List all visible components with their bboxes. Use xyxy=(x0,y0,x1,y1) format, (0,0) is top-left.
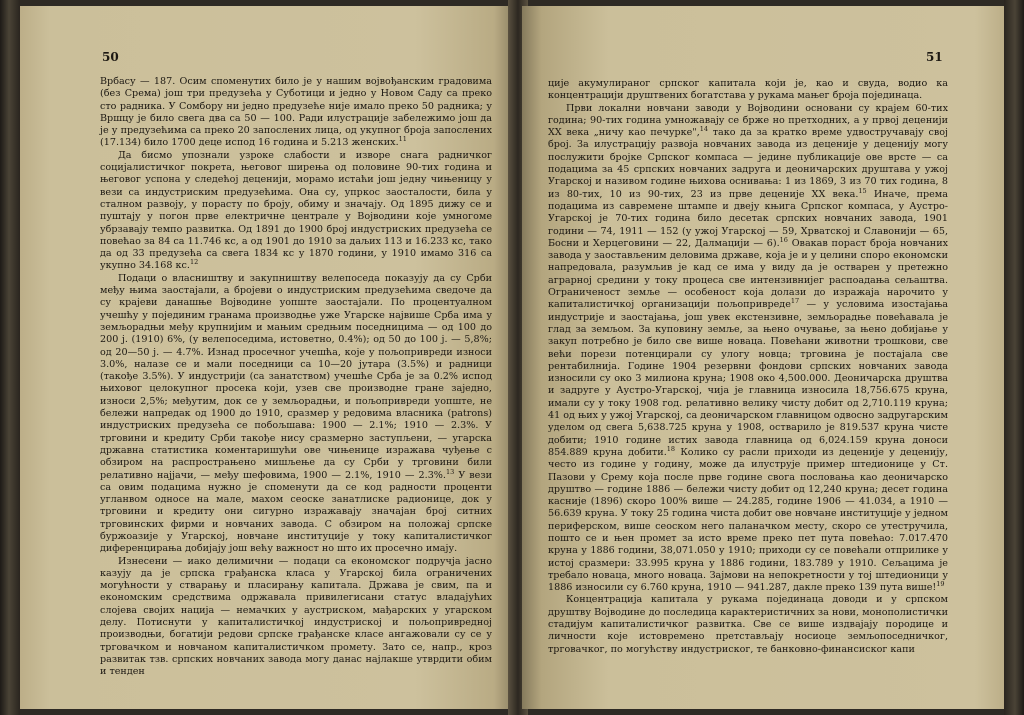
left-page-body xyxy=(100,76,492,679)
footnote-ref: 19 xyxy=(936,579,945,588)
paragraph: Изнесени — иако делимични — подаци са економског подручја јасно казују да је српска грађанска класа у Угарској била ограничених могућности у стварању и пласирању капитала. Држава је свим, па и економским средствима одржавала привилегисани статус владајућих слојева својих нација — немачких у аустриском, мађарских у угарском делу. Потиснути у капиталистичкој индустриској и пољопривредној производњи, богатији редови српске грађанске класе ангажовали су се у трговачком и новчаном капиталистичком промету. Зато се, напр., кроз развитак тзв. српских новчаних завода могу данас најлакше утврдити обим и тенден xyxy=(100,555,492,678)
left-page-number: 50 xyxy=(102,50,119,64)
footnote-ref: 17 xyxy=(790,297,800,306)
footnote-ref: 18 xyxy=(666,444,676,453)
right-page xyxy=(522,6,1004,709)
paragraph: Подаци о власништву и закупништву велепоседа показују да су Срби међу њима заостајали, а бројеви о индустриским предузећима сведоче да су крајеви данашње Војводине уопште заостајали. По процентуалном учешћу у појединим гранама производње уже Угарске највише Срба има у земљорадњи међу крупнијим и мањим средњим поседницима — од 100 до 200 ј. (1910) 6%, (у велепоседима, истоветно, 0.4%); од 50 до 100 ј. — 5,8%; од 20—50 ј. — 4.7%. Изнад просечног учешћа, које у пољопривреди износи 3.0%, налазе се и мали поседници са 10—20 јутара (3.5%) и радници (такође 3.5%). У индустрији (са занатством) учешће Срба је за 0.2% испод њиховог целокупног просека који, узев све производне гране заједно, износи 2,5%; међутим, док се у земљорадњи, и пољопривреди уопште, не бележи напредак од 1900 до 1910, сразмер у редовима власника (patrons) индустриских предузећа се побољшава: 1900 — 2.1%; 1910 — 2.3%. У трговини и кредиту Срби такође нису сразмерно заступљени, — угарска државна статистика коментаришући ове чињенице изражава чуђење с обзиром на распрострањено мишљење да су Срби у трговини били релативно најјачи, — међу шефовима, 1900 — 2.1%, 1910 — 2.3%.$^{13}$ У вези са овим подацима нужно је споменути да се код радности проценти угланвом односе на мале, махом сеоске занатлиске радионице, док у трговини и кредиту они сигурно изражавају значајан број ситних трговинских фирми и новчаних завода. С обзиром на положај српске буржоазије у Угарској, новчане институције у току капиталистичког диференцирања добијају још већу важност но што их просечно имају. xyxy=(100,272,492,555)
book-edge-right xyxy=(1004,0,1024,715)
book-edge-left xyxy=(0,0,20,715)
right-page-number: 51 xyxy=(926,50,943,64)
footnote-ref: 15 xyxy=(858,186,867,195)
paragraph: Први локални новчани заводи у Војводини основани су крајем 60-тих година; 90-тих година умножавају се брже но претходних, а у првој деценији XX века „ничу као печурке",$^{14}$ тако да за кратко време удвостручавају свој број. За илустрацију развоја новчаних завода из деценије у деценију могу послужити бројке Српског компаса — једине публикације ове врсте — са подацима за 45 српских новчаних задруга и деоничарских друштава у ужој Угарској и називом године њихова оснивања: 1 из 1869, 3 из 70 тих година, 8 из 80-тих, 10 из 90-тих, 23 из прве деценије XX века.$^{15}$ Иначе, према подацима из савремене штампе и двеју књига Српског компаса, у Аустро-Угарској је 70-тих година било десетак српских новчаних завода, 1901 години — 74, 1911 — 152 (у ужој Угарској — 59, Хрватској и Славонији — 65, Босни и Херцеговини — 22, Далмацији — 6).$^{16}$ Овакав пораст броја новчаних завода у заостављеним деловима државе, која је и у целини споро економски напредовала, разумљив је кад се има у виду да је остварен у претежно аграрној средини у току процеса све интензивнијег распоадања сељаштва. Ограниченост земље — особеност која долази до изражаја нарочито у капиталистичкој организацији пољопривреде$^{17}$ — у условима изостајања индустрије и заостајања, још увек екстензивне, земљорадње повећавала је глад за земљом. За куповину земље, за њено очување, за њено добијање у закуп потребно је било све више новаца. Повећани животни трошкови, све већи порези потенцирали су улогу новца; трговина је постајала све рентабилнија. Године 1904 резервни фондови српских новчаних завода износили су око 3 милиона круна; 1908 око 4,500.000. Деоничарска друштва и задруге у Аустро-Угарској, чија је главница износила 18,756.675 круна, имали су у току 1908 год. релативно велику чисту добит од 2,710.119 круна; 41 од њих у ужој Угарској, са деоничарском главницом одвосно задругарским уделом од свега 5,638.725 круна у 1908, остварило је 819.537 круна чисте добити; 1910 године истих завода главница од 6,024.159 круна доноси 854.889 круна добити.$^{18}$ Колико су расли приходи из деценије у деценију, често из године у годину, може да илуструје пример штедионице у Ст. Пазови у Срему која после прве године свога пословања као деоничарско друштво — године 1886 — бележи чисту добит од 12,240 круна; десет година касније (1896) скоро 100% више — 24.285, године 1906 — 41.034, а 1910 — 56.639 круна. У току 25 година чиста добит ове новчане институције у једном периферском, више сеоском него паланачком месту, скоро се утестручила, пошто се и њен промет за исто време преко пет пута повећао: 7.017.470 круна у 1886 години, 38,071.050 у 1910; приходи су се повећали отприлике у истој сразмери: 33.995 круна у 1886 години, 183.789 у 1910. Сељацима је требало новаца, много новаца. Зајмови на непокретности у тој штедионици у 1886 износили су 6.760 круна, 1910 — 941.287, дакле преко 139 пута више!$^{19}$ xyxy=(548,102,948,594)
footnote-ref: 13 xyxy=(445,467,455,476)
footnote-ref: 14 xyxy=(699,125,709,133)
footnote-ref: 12 xyxy=(189,258,199,267)
paragraph: ције акумулираног српског капитала који је, као и свуда, водио ка концентрацији друштвених богатстава у рукама мањег броја појединаца. xyxy=(548,78,948,102)
footnote-ref: 16 xyxy=(779,235,788,244)
right-page-body xyxy=(548,78,948,656)
paragraph: Концентрација капитала у рукама појединаца доводи и у српском друштву Војводине до последица карактеристичних за нови, монополистички стадијум капиталистичког развитка. Све се више издвајају породице и личности које истовремено претстављају носиоце земљопоседничког, трговачког, по могућству индустриског, те банковно-финансиског капи xyxy=(548,594,948,655)
left-page xyxy=(20,6,514,709)
paragraph: Врбасу — 187. Осим споменутих било је у нашим војвођанским градовима (без Срема) још три предузећа у Суботици и једно у Новом Саду са преко сто радника. У Сомбору ни једно предузеће није имало преко 50 радника; у Вршцу је било свега два са 50 — 100. Ради илустрације забележимо још да је у предузећима са преко 20 запослених лица, од укупног броја запослених (17.134) било 1700 деце испод 16 година и 5.213 женских.$^{11}$ xyxy=(100,76,492,149)
paragraph: Да бисмо упознали узроке слабости и изворе снага радничког социјалистичког покрета, његовог ширења од половине 90-тих година и његовог успона у следећој деценији, морамо истаћи још једну чињеницу у вези са индустриским предузећима. Она су, упркос заосталости, била у сталном развоју, у порасту по броју, обиму и значају. Од 1895 дижу се и пуштају у погон прве електричне централе у Војводини које умногоме убрзавају темпо развитка. Од 1891 до 1900 број индустриских предузећа се повећао за 84 са 11.746 кс, а од 1901 до 1910 за даљих 113 и 16.233 кс, тако да од 33 предузећа са свега 1834 кс у 1870 години, у 1910 имамо 316 са укупно 34.168 кс.$^{12}$ xyxy=(100,149,492,272)
footnote-ref: 11 xyxy=(398,135,407,144)
